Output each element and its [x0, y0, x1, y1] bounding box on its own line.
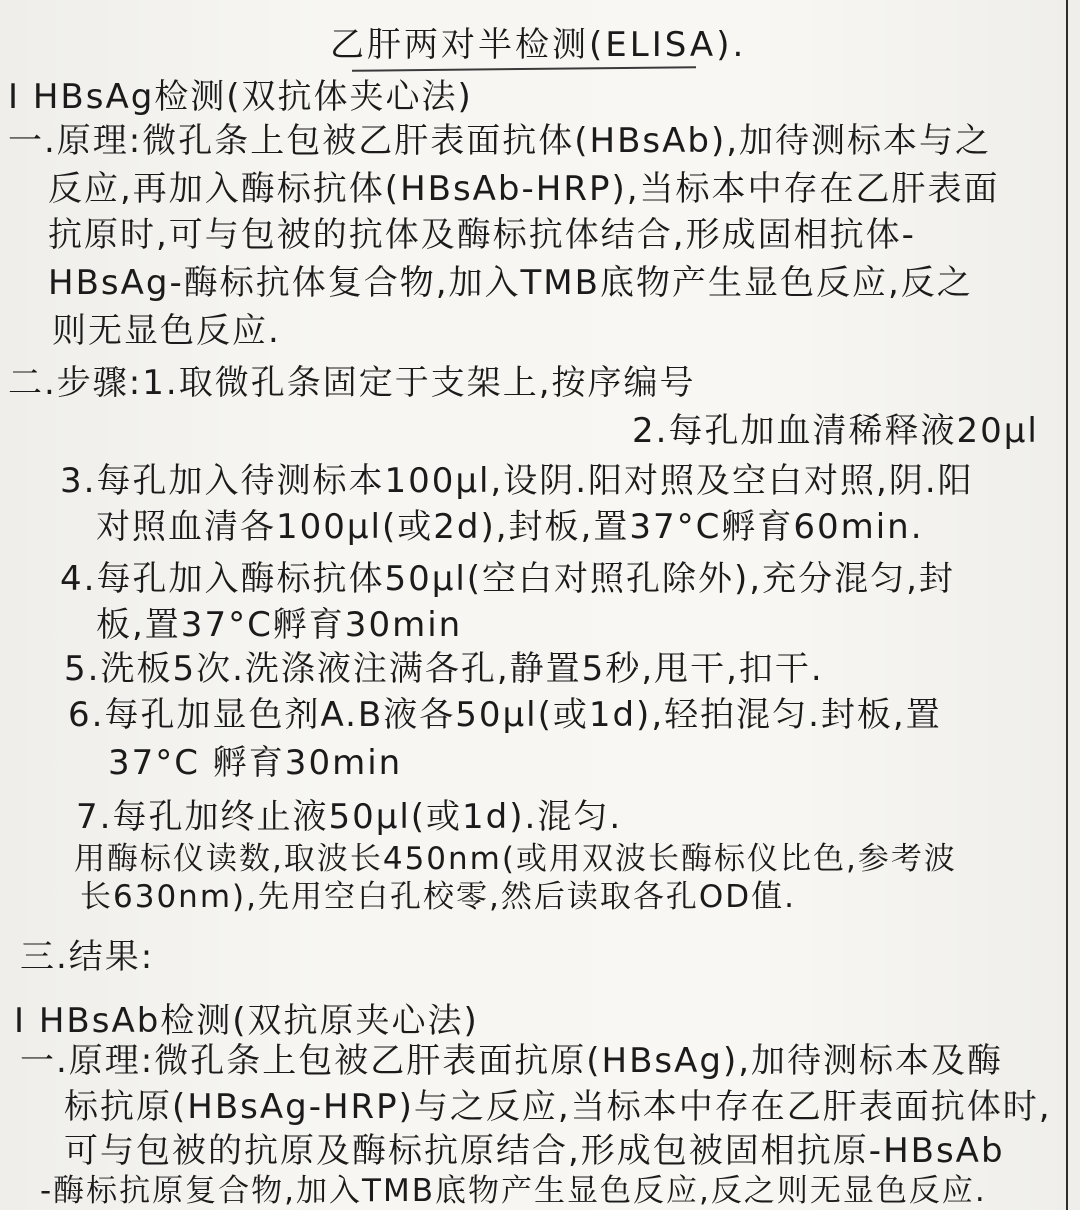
s1-principle-line-1: 一.原理:微孔条上包被乙肝表面抗体(HBsAb),加待测标本与之	[8, 121, 992, 161]
s1-step-heading: 二.步骤:1.取微孔条固定于支架上,按序编号	[8, 363, 696, 403]
section2-heading: I HBsAb检测(双抗原夹心法)	[14, 1001, 479, 1041]
s1-step-6b: 37°C 孵育30min	[108, 743, 403, 783]
s1-step-5: 5.洗板5次.洗涤液注满各孔,静置5秒,甩干,扣干.	[64, 649, 824, 689]
s1-result-heading: 三.结果:	[20, 937, 155, 977]
s1-reading-line-2: 长630nm),先用空白孔校零,然后读取各孔OD值.	[80, 879, 796, 915]
page-title: 乙肝两对半检测(ELISA).	[330, 25, 747, 65]
page-margin-line	[1066, 0, 1068, 1210]
s1-step-2: 2.每孔加血清稀释液20μl	[632, 411, 1039, 451]
s2-principle-line-1: 一.原理:微孔条上包被乙肝表面抗原(HBsAg),加待测标本及酶	[20, 1041, 1004, 1081]
s1-step-3a: 3.每孔加入待测标本100μl,设阴.阳对照及空白对照,阴.阳	[60, 461, 974, 501]
s1-step-3b: 对照血清各100μl(或2d),封板,置37°C孵育60min.	[96, 507, 924, 547]
s1-principle-line-3: 抗原时,可与包被的抗体及酶标抗体结合,形成固相抗体-	[48, 215, 916, 255]
s1-principle-line-4: HBsAg-酶标抗体复合物,加入TMB底物产生显色反应,反之	[48, 263, 973, 303]
s2-principle-line-3: 可与包被的抗原及酶标抗原结合,形成包被固相抗原-HBsAb	[64, 1131, 1005, 1171]
s1-step-6a: 6.每孔加显色剂A.B液各50μl(或1d),轻拍混匀.封板,置	[68, 695, 942, 735]
s1-step-4a: 4.每孔加入酶标抗体50μl(空白对照孔除外),充分混匀,封	[60, 559, 955, 599]
s1-reading-line-1: 用酶标仪读数,取波长450nm(或用双波长酶标仪比色,参考波	[74, 841, 957, 877]
s1-step-4b: 板,置37°C孵育30min	[96, 605, 463, 645]
s1-principle-line-2: 反应,再加入酶标抗体(HBsAb-HRP),当标本中存在乙肝表面	[48, 169, 1000, 209]
section1-heading: I HBsAg检测(双抗体夹心法)	[8, 77, 473, 117]
s2-principle-line-2: 标抗原(HBsAg-HRP)与之反应,当标本中存在乙肝表面抗体时,	[64, 1087, 1052, 1127]
s1-principle-line-5: 则无显色反应.	[52, 311, 281, 351]
s2-principle-line-4: -酶标抗原复合物,加入TMB底物产生显色反应,反之则无显色反应.	[40, 1173, 987, 1209]
s1-step-7: 7.每孔加终止液50μl(或1d).混匀.	[76, 797, 623, 837]
title-underline	[352, 66, 696, 72]
